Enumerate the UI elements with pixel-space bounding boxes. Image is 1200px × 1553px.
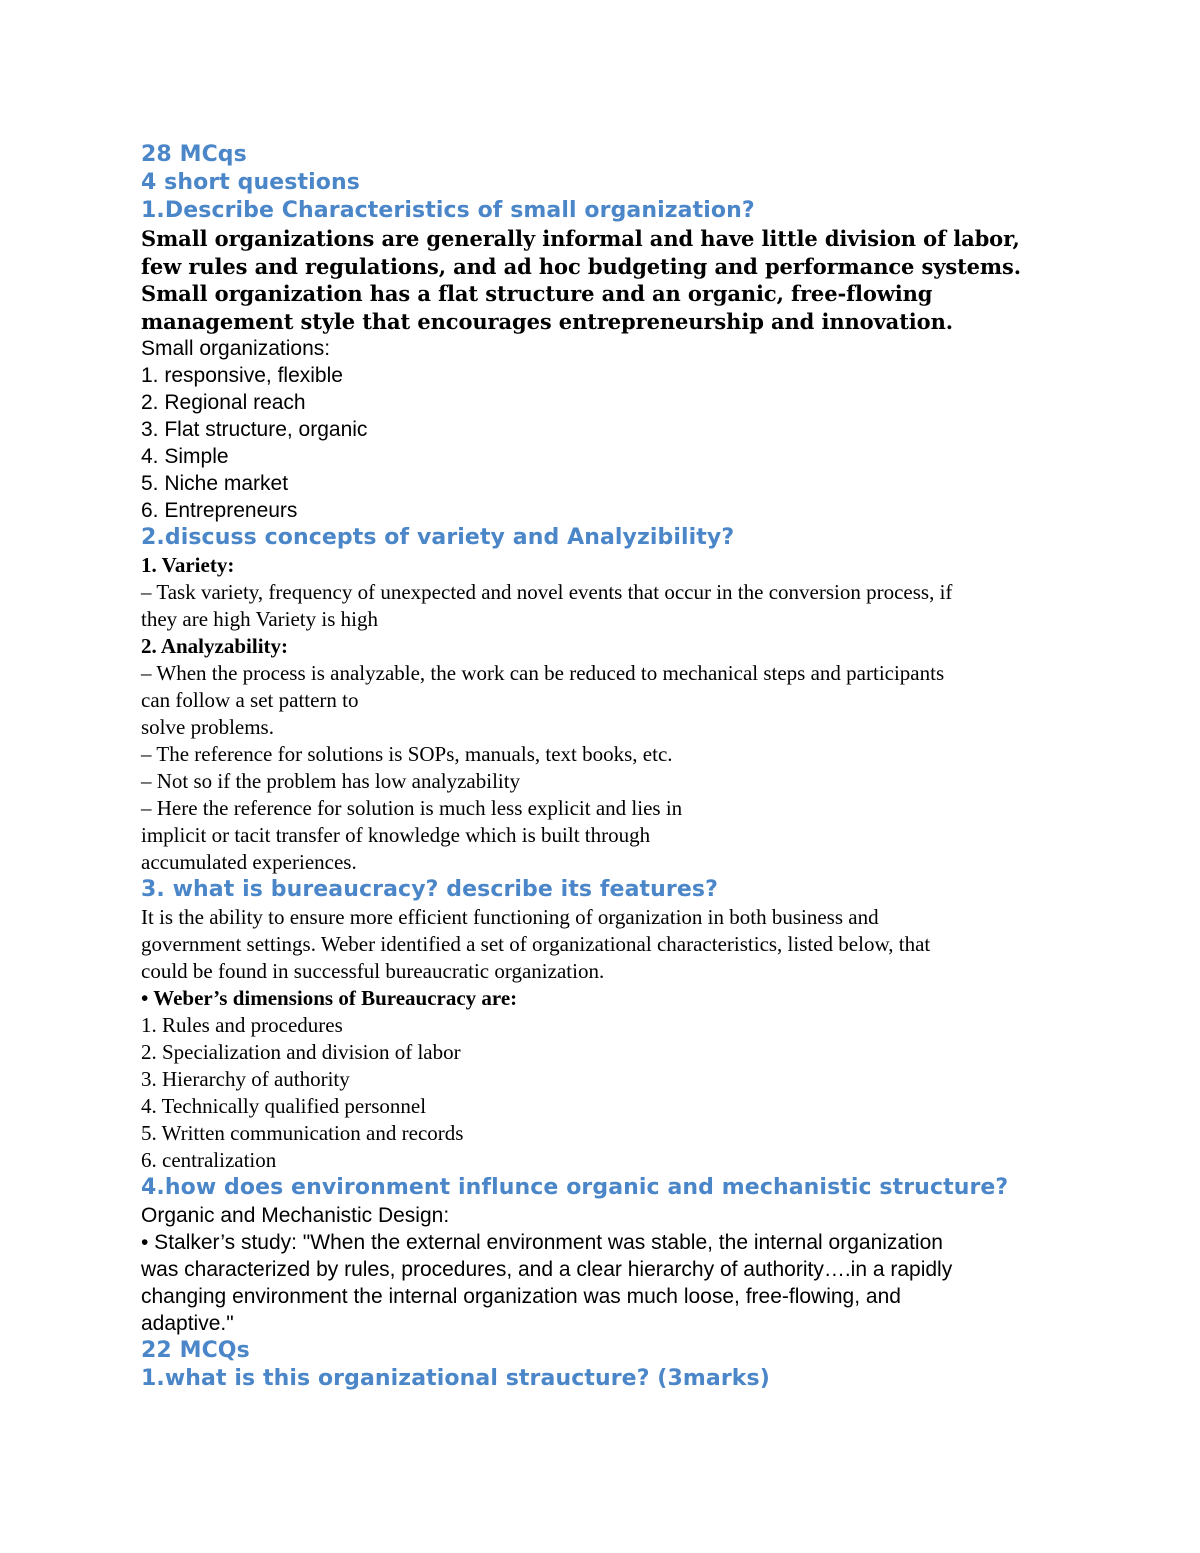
q1-list-title: Small organizations: [141,337,331,360]
variety-line: they are high Variety is high [141,607,378,631]
question-2-title: 2.discuss concepts of variety and Analyzibility? [141,525,735,550]
analyzability-line: solve problems. [141,715,274,739]
q3-list-item: 1. Rules and procedures [141,1013,343,1037]
analyzability-line: – When the process is analyzable, the work can be reduced to mechanical steps and participants [141,661,945,685]
heading-short-questions: 4 short questions [141,170,360,195]
analyzability-line: implicit or tacit transfer of knowledge which is built through [141,823,651,847]
q1-bold-line: Small organization has a flat structure and an organic, free-flowing [141,281,933,306]
analyzability-line: can follow a set pattern to [141,688,359,712]
q4-paragraph-line: Organic and Mechanistic Design: [141,1204,450,1227]
heading-28-mcqs: 28 MCqs [141,142,247,167]
q3-list-item: 6. centralization [141,1148,277,1172]
q3-list-item: 4. Technically qualified personnel [141,1094,427,1118]
question-3-section [141,876,1071,1174]
q3-paragraph-line: government settings. Weber identified a set of organizational characteristics, listed below, that [141,932,931,956]
q4-paragraph-line: changing environment the internal organization was much loose, free-flowing, and [141,1285,901,1308]
question-4-section [141,1174,1071,1337]
analyzability-line: – Here the reference for solution is much less explicit and lies in [141,796,683,820]
question-4-title: 4.how does environment influnce organic and mechanistic structure? [141,1175,1009,1200]
q1-list-item: 5. Niche market [141,472,289,495]
q3-paragraph-line: could be found in successful bureaucratic organization. [141,959,605,983]
analyzability-line: – The reference for solutions is SOPs, manuals, text books, etc. [141,742,673,766]
q1-list-item: 1. responsive, flexible [141,364,343,387]
q4-paragraph-line: adaptive." [141,1312,234,1335]
q4-paragraph-line: • Stalker’s study: "When the external environment was stable, the internal organization [141,1231,943,1254]
q1-list-item: 3. Flat structure, organic [141,418,368,441]
analyzability-line: – Not so if the problem has low analyzability [141,769,521,793]
analyzability-line: accumulated experiences. [141,850,357,874]
document-page [141,141,1071,1393]
q3-list-item: 5. Written communication and records [141,1121,464,1145]
question-2-section [141,524,1071,876]
q3-paragraph-line: It is the ability to ensure more efficient functioning of organization in both business and [141,905,879,929]
heading-22-mcqs: 22 MCQs [141,1338,250,1363]
question-1-section [141,197,1071,524]
variety-label: 1. Variety: [141,553,235,577]
q3-list-item: 3. Hierarchy of authority [141,1067,350,1091]
q1-bold-line: management style that encourages entrepreneurship and innovation. [141,308,953,334]
q1-bold-line: few rules and regulations, and ad hoc budgeting and performance systems. [141,253,1021,279]
question-1-title: 1.Describe Characteristics of small organization? [141,198,755,223]
question-5-title: 1.what is this organizational straucture? (3marks) [141,1366,770,1391]
question-3-title: 3. what is bureaucracy? describe its features? [141,877,718,902]
q4-paragraph-line: was characterized by rules, procedures, and a clear hierarchy of authority….in a rapidly [141,1258,953,1281]
q1-bold-line: Small organizations are generally informal and have little division of labor, [141,226,1020,251]
q1-list-item: 2. Regional reach [141,391,306,414]
analyzability-label: 2. Analyzability: [141,634,289,658]
q1-list-item: 4. Simple [141,445,229,468]
q3-list-item: 2. Specialization and division of labor [141,1040,461,1064]
q1-list-item: 6. Entrepreneurs [141,499,298,522]
weber-dimensions-label: • Weber’s dimensions of Bureaucracy are: [141,986,518,1010]
variety-line: – Task variety, frequency of unexpected and novel events that occur in the conversion process, if [141,580,953,604]
